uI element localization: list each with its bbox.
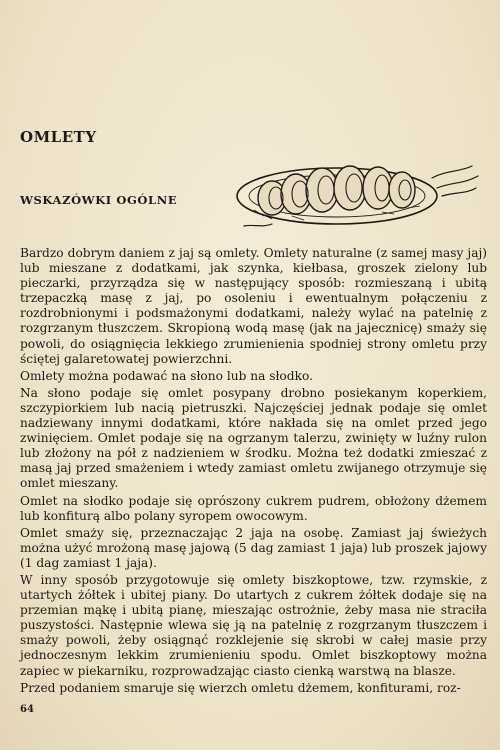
paragraph-intro: Bardzo dobrym daniem z jaj są omlety. Omlety naturalne (z samej masy jaj) lub mieszane z dodatkami, jak szynka, kiełbasa, groszek zielony lub pieczarki, przyrządza się w następujący sposób: rozmieszaną i ubitą trzepaczką masę z jaj, po osoleniu i ewentualnym połączeniu z rozdrobnionymi i podsmażonymi dodatkami, należy wylać na patelnię z rozgrzanym tłuszczem. Skropioną wodą masę (jak na jajecznicę) smaży się powoli, do osiągnięcia lekkiego zrumienienia spodniej strony omletu przy ściętej galaretowatej powierzchni.: [20, 246, 487, 366]
paragraph-before-serving: Przed podaniem smaruje się wierzch omletu dżemem, konfiturami, roz-: [20, 680, 461, 695]
paragraph-serving: Omlety można podawać na słono lub na słodko.: [20, 368, 313, 383]
section-heading: WSKAZÓWKI OGÓLNE: [20, 193, 178, 207]
omelette-on-plate-illustration: [232, 148, 482, 248]
body-text: [20, 246, 487, 698]
paragraph-portions: Omlet smaży się, przeznaczając 2 jaja na osobę. Zamiast jaj świeżych można użyć mrożoną masę jajową (5 dag zamiast 1 jaja) lub proszek jajowy (1 dag zamiast 1 jaja).: [20, 525, 487, 570]
page-number: 64: [20, 704, 34, 715]
paragraph-salty: Na słono podaje się omlet posypany drobno posiekanym koperkiem, szczypiorkiem lub nacią pietruszki. Najczęściej jednak podaje się omlet nadziewany innymi dodatkami, które nakłada się na omlet przed jego zwinięciem. Omlet podaje się na ogrzanym talerzu, zwinięty w luźny rulon lub złożony na pół z nadzieniem w środku. Można też dodatki zmieszać z masą jaj przed smażeniem i wtedy zamiast omletu zwijanego otrzymuje się omlet mieszany.: [20, 385, 487, 491]
paragraph-sponge-omelette: W inny sposób przygotowuje się omlety biszkoptowe, tzw. rzymskie, z utartych żółtek i ubitej piany. Do utartych z cukrem żółtek dodaje się na przemian mąkę i ubitą pianę, mieszając ostrożnie, żeby masa nie straciła puszystości. Następnie wlewa się ją na patelnię z rozgrzanym tłuszczem i smaży powoli, żeby osiągnąć rozklejenie się skrobi w całej masie przy jednoczesnym lekkim zrumienieniu spodu. Omlet biszkoptowy można zapiec w piekarniku, rozprowadzając ciasto cienką warstwą na blasze.: [20, 572, 487, 678]
chapter-title: OMLETY: [20, 128, 97, 146]
paragraph-sweet: Omlet na słodko podaje się oprószony cukrem pudrem, obłożony dżemem lub konfiturą albo polany syropem owocowym.: [20, 493, 487, 523]
